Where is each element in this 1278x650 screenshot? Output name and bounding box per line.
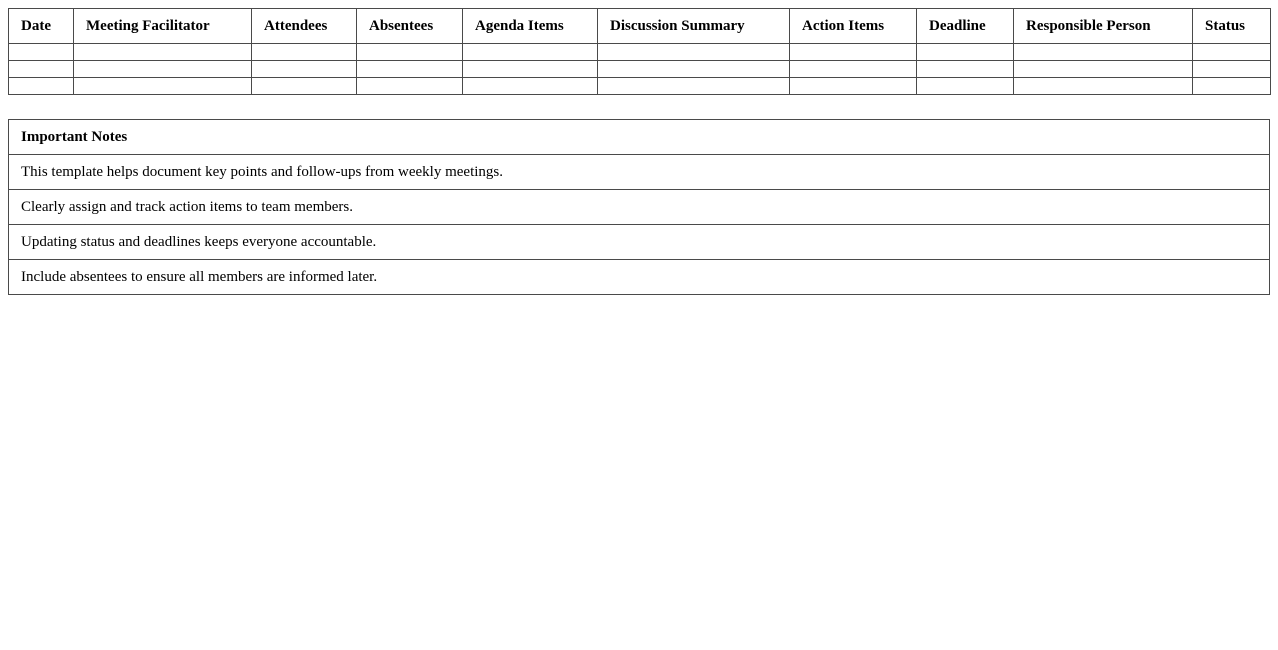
table-cell[interactable] bbox=[598, 78, 790, 95]
list-item bbox=[9, 225, 1270, 260]
table-cell[interactable] bbox=[463, 78, 598, 95]
table-cell[interactable] bbox=[1014, 78, 1193, 95]
table-cell[interactable] bbox=[9, 61, 74, 78]
meeting-log-table bbox=[8, 8, 1271, 95]
table-cell[interactable] bbox=[1193, 44, 1271, 61]
table-cell[interactable] bbox=[598, 61, 790, 78]
column-header-status: Status bbox=[1193, 9, 1271, 44]
table-row bbox=[9, 78, 1271, 95]
table-cell[interactable] bbox=[790, 61, 917, 78]
table-cell[interactable] bbox=[9, 44, 74, 61]
column-header-absentees: Absentees bbox=[357, 9, 463, 44]
note-text: Updating status and deadlines keeps everyone accountable. bbox=[9, 225, 1270, 260]
important-notes-table bbox=[8, 119, 1270, 295]
list-item bbox=[9, 190, 1270, 225]
column-header-deadline: Deadline bbox=[917, 9, 1014, 44]
table-cell[interactable] bbox=[252, 78, 357, 95]
table-cell[interactable] bbox=[357, 61, 463, 78]
table-cell[interactable] bbox=[598, 44, 790, 61]
table-cell[interactable] bbox=[1193, 61, 1271, 78]
note-text: This template helps document key points and follow-ups from weekly meetings. bbox=[9, 155, 1270, 190]
table-cell[interactable] bbox=[790, 78, 917, 95]
table-header-row bbox=[9, 9, 1271, 44]
column-header-discussion-summary: Discussion Summary bbox=[598, 9, 790, 44]
list-item bbox=[9, 155, 1270, 190]
note-text: Clearly assign and track action items to team members. bbox=[9, 190, 1270, 225]
table-cell[interactable] bbox=[74, 44, 252, 61]
table-row bbox=[9, 44, 1271, 61]
table-cell[interactable] bbox=[463, 61, 598, 78]
table-cell[interactable] bbox=[1014, 44, 1193, 61]
table-cell[interactable] bbox=[252, 61, 357, 78]
table-cell[interactable] bbox=[1193, 78, 1271, 95]
column-header-action-items: Action Items bbox=[790, 9, 917, 44]
table-cell[interactable] bbox=[790, 44, 917, 61]
note-text: Include absentees to ensure all members are informed later. bbox=[9, 260, 1270, 295]
column-header-date: Date bbox=[9, 9, 74, 44]
column-header-attendees: Attendees bbox=[252, 9, 357, 44]
table-cell[interactable] bbox=[357, 44, 463, 61]
table-cell[interactable] bbox=[463, 44, 598, 61]
table-cell[interactable] bbox=[917, 78, 1014, 95]
list-item bbox=[9, 260, 1270, 295]
table-cell[interactable] bbox=[9, 78, 74, 95]
column-header-responsible-person: Responsible Person bbox=[1014, 9, 1193, 44]
table-cell[interactable] bbox=[252, 44, 357, 61]
notes-header-row bbox=[9, 120, 1270, 155]
table-cell[interactable] bbox=[917, 61, 1014, 78]
table-cell[interactable] bbox=[74, 78, 252, 95]
table-row bbox=[9, 61, 1271, 78]
table-cell[interactable] bbox=[74, 61, 252, 78]
column-header-agenda-items: Agenda Items bbox=[463, 9, 598, 44]
table-cell[interactable] bbox=[917, 44, 1014, 61]
column-header-meeting-facilitator: Meeting Facilitator bbox=[74, 9, 252, 44]
table-cell[interactable] bbox=[1014, 61, 1193, 78]
notes-title: Important Notes bbox=[9, 120, 1270, 155]
table-cell[interactable] bbox=[357, 78, 463, 95]
